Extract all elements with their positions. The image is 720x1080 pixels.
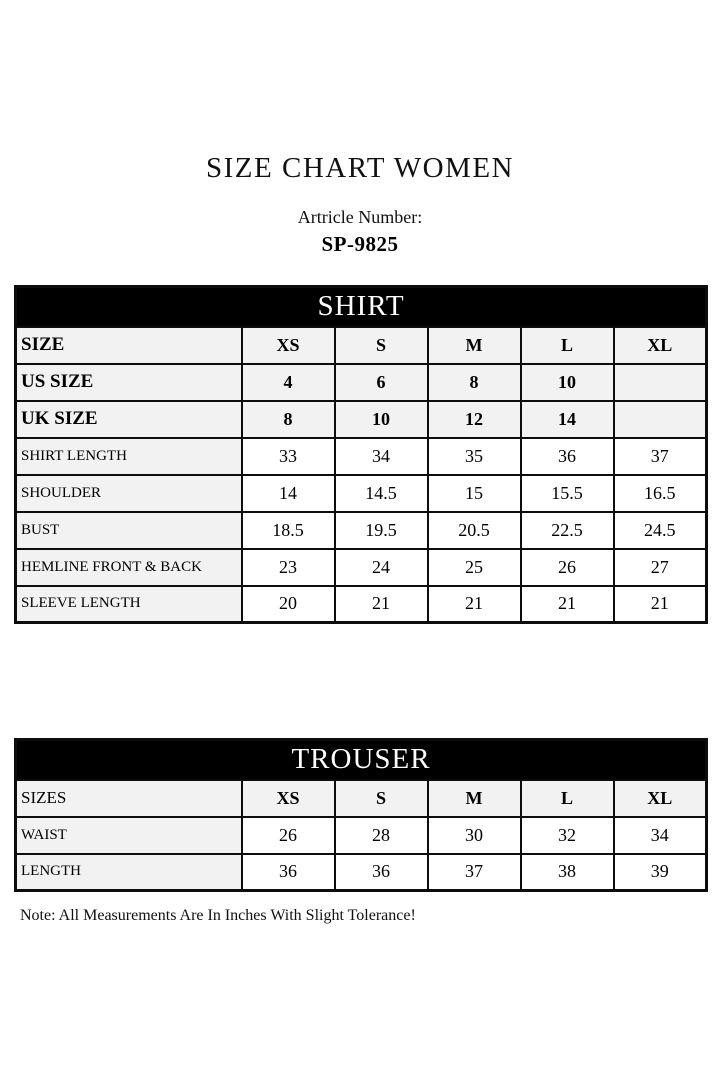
measurement-cell: 21 — [335, 586, 428, 623]
uk-size-cell: 12 — [428, 401, 521, 438]
size-header-cell: XL — [614, 780, 707, 817]
measurement-cell: 15.5 — [521, 475, 614, 512]
measurement-cell: 36 — [335, 854, 428, 891]
measurement-cell: 30 — [428, 817, 521, 854]
measurement-cell: 14 — [242, 475, 335, 512]
measurement-cell: 21 — [428, 586, 521, 623]
waist-row — [16, 817, 707, 854]
shirt-table-title: SHIRT — [16, 287, 707, 327]
row-label-shoulder: SHOULDER — [16, 475, 242, 512]
measurement-cell: 27 — [614, 549, 707, 586]
us-size-cell: 8 — [428, 364, 521, 401]
measurement-cell: 21 — [521, 586, 614, 623]
trouser-sizes-row — [16, 780, 707, 817]
size-header-cell: M — [428, 327, 521, 364]
hemline-row — [16, 549, 707, 586]
sleeve-length-row — [16, 586, 707, 623]
article-number-value: SP-9825 — [321, 232, 399, 256]
measurement-cell: 18.5 — [242, 512, 335, 549]
trouser-table-title: TROUSER — [16, 740, 707, 780]
shirt-us-size-row — [16, 364, 707, 401]
size-header-cell: S — [335, 327, 428, 364]
measurement-cell: 34 — [614, 817, 707, 854]
measurement-cell: 37 — [614, 438, 707, 475]
measurements-note: Note: All Measurements Are In Inches With Slight Tolerance! — [20, 907, 416, 924]
measurement-cell: 15 — [428, 475, 521, 512]
measurement-cell: 20 — [242, 586, 335, 623]
size-header-cell: XS — [242, 780, 335, 817]
size-header-cell: XL — [614, 327, 707, 364]
us-size-cell: 6 — [335, 364, 428, 401]
measurement-cell: 39 — [614, 854, 707, 891]
shirt-length-row — [16, 438, 707, 475]
row-label-size: SIZE — [16, 327, 242, 364]
measurement-cell: 16.5 — [614, 475, 707, 512]
uk-size-cell: 10 — [335, 401, 428, 438]
length-row — [16, 854, 707, 891]
measurement-cell: 23 — [242, 549, 335, 586]
shirt-uk-size-row — [16, 401, 707, 438]
row-label-shirt-length: SHIRT LENGTH — [16, 438, 242, 475]
row-label-waist: WAIST — [16, 817, 242, 854]
row-label-us-size: US SIZE — [16, 364, 242, 401]
uk-size-cell-empty — [614, 401, 707, 438]
size-header-cell: L — [521, 780, 614, 817]
measurement-cell: 22.5 — [521, 512, 614, 549]
measurement-cell: 14.5 — [335, 475, 428, 512]
measurement-cell: 19.5 — [335, 512, 428, 549]
size-header-cell: XS — [242, 327, 335, 364]
row-label-bust: BUST — [16, 512, 242, 549]
measurement-cell: 24.5 — [614, 512, 707, 549]
measurement-cell: 26 — [521, 549, 614, 586]
measurement-cell: 24 — [335, 549, 428, 586]
measurement-cell: 20.5 — [428, 512, 521, 549]
trouser-table-header-row — [16, 740, 707, 780]
bust-row — [16, 512, 707, 549]
measurement-cell: 36 — [521, 438, 614, 475]
shoulder-row — [16, 475, 707, 512]
shirt-table-header-row — [16, 287, 707, 327]
uk-size-cell: 14 — [521, 401, 614, 438]
article-number-label: Artricle Number: — [297, 207, 423, 227]
measurement-cell: 28 — [335, 817, 428, 854]
shirt-size-row — [16, 327, 707, 364]
page-title: SIZE CHART WOMEN — [206, 152, 514, 184]
trouser-size-table — [14, 738, 708, 892]
us-size-cell-empty — [614, 364, 707, 401]
size-header-cell: L — [521, 327, 614, 364]
row-label-uk-size: UK SIZE — [16, 401, 242, 438]
row-label-sleeve-length: SLEEVE LENGTH — [16, 586, 242, 623]
size-header-cell: S — [335, 780, 428, 817]
measurement-cell: 32 — [521, 817, 614, 854]
shirt-size-table — [14, 285, 708, 624]
us-size-cell: 4 — [242, 364, 335, 401]
measurement-cell: 38 — [521, 854, 614, 891]
row-label-sizes: SIZES — [16, 780, 242, 817]
measurement-cell: 33 — [242, 438, 335, 475]
row-label-length: LENGTH — [16, 854, 242, 891]
measurement-cell: 37 — [428, 854, 521, 891]
measurement-cell: 34 — [335, 438, 428, 475]
row-label-hemline: HEMLINE FRONT & BACK — [16, 549, 242, 586]
measurement-cell: 36 — [242, 854, 335, 891]
measurement-cell: 26 — [242, 817, 335, 854]
measurement-cell: 25 — [428, 549, 521, 586]
us-size-cell: 10 — [521, 364, 614, 401]
size-header-cell: M — [428, 780, 521, 817]
measurement-cell: 21 — [614, 586, 707, 623]
uk-size-cell: 8 — [242, 401, 335, 438]
measurement-cell: 35 — [428, 438, 521, 475]
